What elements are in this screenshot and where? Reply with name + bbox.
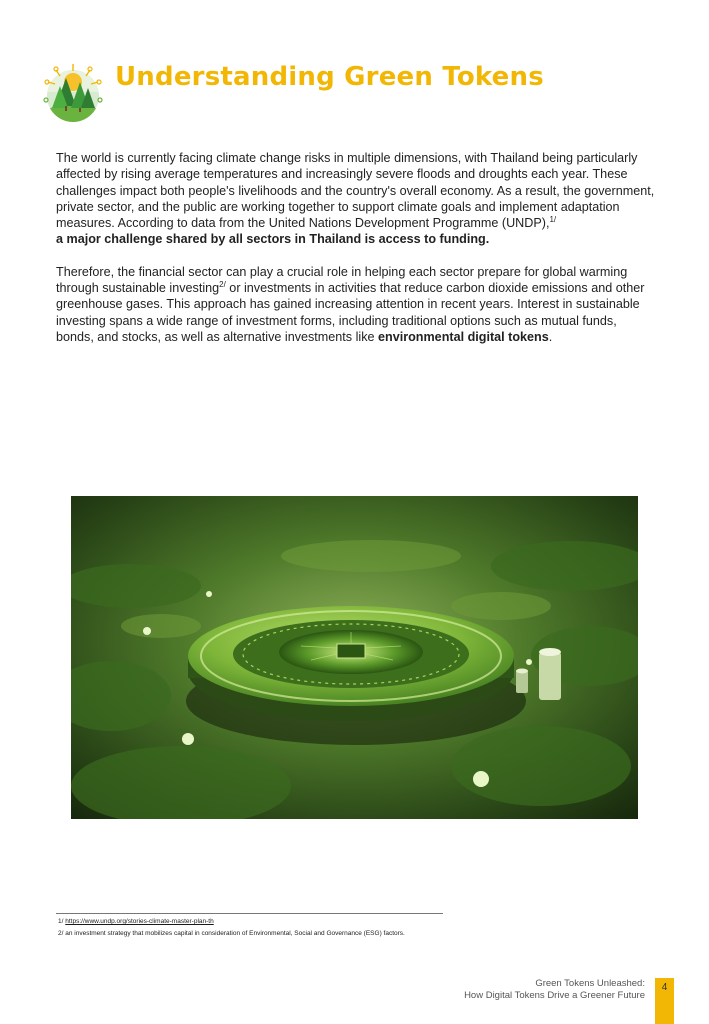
footnotes [58, 916, 498, 940]
footnote-ref: 2/ [219, 279, 226, 289]
footnote-item: 1/ https://www.undp.org/stories-climate-master-plan-th [58, 918, 214, 925]
paragraph: Therefore, the financial sector can play a crucial role in helping each sector prepare for global warming through sustainable investing$^{2/}$ or investments in activities that reduce carbon dioxide emissions and other greenhouse gases. This approach has gained increasing attention in recent years. Interest in sustainable investing spans a wide range of investment forms, including traditional options such as mutual funds, bonds, and stocks, as well as alternative investments like environmental digital tokens. [56, 264, 645, 344]
green-circuit-coin-image [71, 496, 638, 819]
bold-emphasis: a major challenge shared by all sectors in Thailand is access to funding. [56, 232, 490, 247]
footnote-ref: 1/ [549, 215, 557, 224]
page-title: Understanding Green Tokens [115, 62, 544, 92]
footnote-item: 2/ an investment strategy that mobilizes capital in consideration of Environmental, Social and Governance (ESG) factors. [58, 930, 405, 937]
page-number: 4 [661, 982, 668, 993]
page-number-tab [655, 978, 674, 1024]
body-text [56, 150, 656, 361]
footnote-link[interactable]: https://www.undp.org/stories-climate-master-plan-th [65, 918, 214, 925]
bold-emphasis: environmental digital tokens [378, 329, 549, 344]
paragraph: The world is currently facing climate change risks in multiple dimensions, with Thailand being particularly affected by rising average temperatures and increasingly severe floods and droughts each year. These challenges impact both people's livelihoods and the country's overall economy. As a result, the government, private sector, and the public are working together to support climate goals and implement adaptation measures. According to data from the United Nations Development Programme (UNDP),$^{1/}$ a major challenge shared by all sectors in Thailand is access to funding. [56, 151, 655, 247]
footnote-divider [56, 913, 443, 914]
footer-title: Green Tokens Unleashed: How Digital Tokens Drive a Greener Future [464, 978, 645, 1001]
green-tree-globe-icon [38, 62, 108, 126]
